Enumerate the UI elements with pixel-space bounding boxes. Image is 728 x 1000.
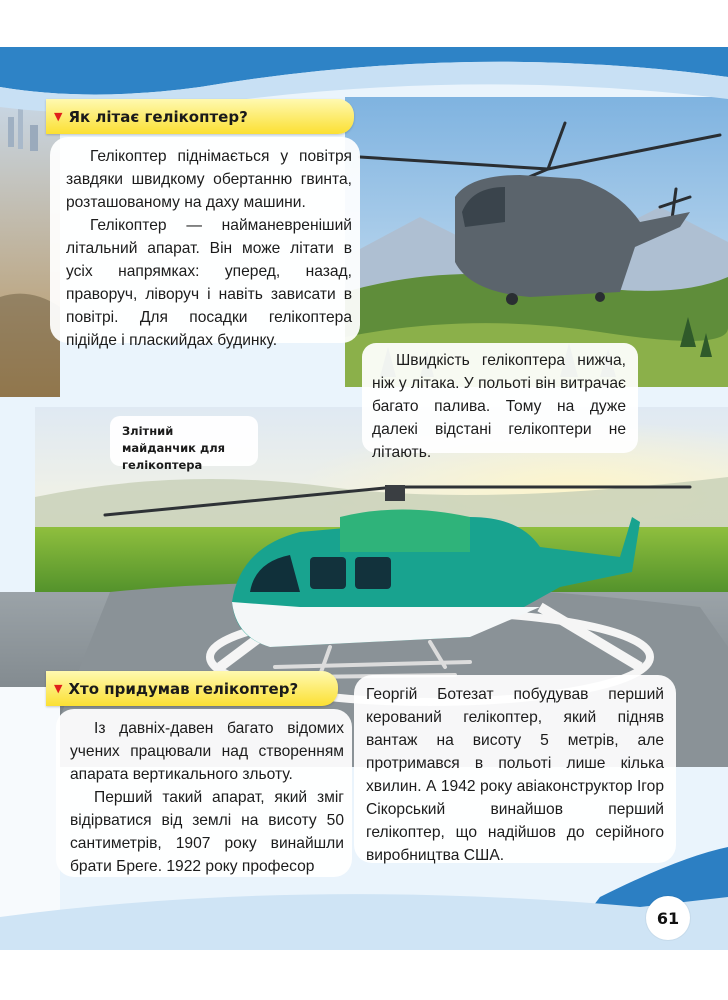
speed-text-block [362, 343, 638, 461]
section1-text-block [50, 137, 360, 349]
triangle-bullet-icon: ▼ [54, 682, 63, 695]
paragraph: Гелікоптер — наймaневреніший літальний апарат. Він може літати в усіх напрямках: уперед, назад, праворуч, ліворуч і навіть зависати в повітрі. Для посадки гелікоптера підійде і пласкийдах будинку. [66, 217, 352, 349]
page-number: 61 [646, 896, 690, 940]
paragraph: Із давніх-давен багато відомих учених працювали над створенням апарата вертикального зльоту. [70, 720, 344, 783]
heading-text: Хто придумав гелікоптер? [68, 679, 299, 698]
section2-right-text [354, 675, 676, 863]
triangle-bullet-icon: ▼ [54, 110, 63, 123]
helipad-caption: Злітний майданчик для гелікоптера [110, 416, 258, 466]
section-heading-who-invented [46, 671, 338, 706]
section-heading-how-helicopter-flies [46, 99, 354, 134]
paragraph: Георгій Ботезат побудував перший керований гелікоптер, який підняв вантаж на висоту 5 метрів, але протримався в польоті лише кілька хвилин. А 1942 року авіаконструктор Ігор Сікорський винайшов перший гелікоптер, що надійшов до серійного виробництва США. [366, 686, 664, 864]
book-page [0, 47, 728, 950]
paragraph: Перший такий апарат, який зміг відірватися від землі на висоту 50 сантиметрів, 1907 року винайшли брати Бреге. 1922 року професор [70, 789, 344, 875]
paragraph: Швидкість гелікоптера нижча, ніж у літака. У польоті він витрачає багато палива. Тому на дуже далекі відстані гелікоптери не літають. [372, 352, 626, 461]
section2-left-text [56, 709, 352, 877]
paragraph: Гелікоптер піднімається у повітря завдяки швидкому обертанню гвинта, розташованому на даху машини. [66, 148, 352, 211]
heading-text: Як літає гелікоптер? [68, 107, 248, 126]
